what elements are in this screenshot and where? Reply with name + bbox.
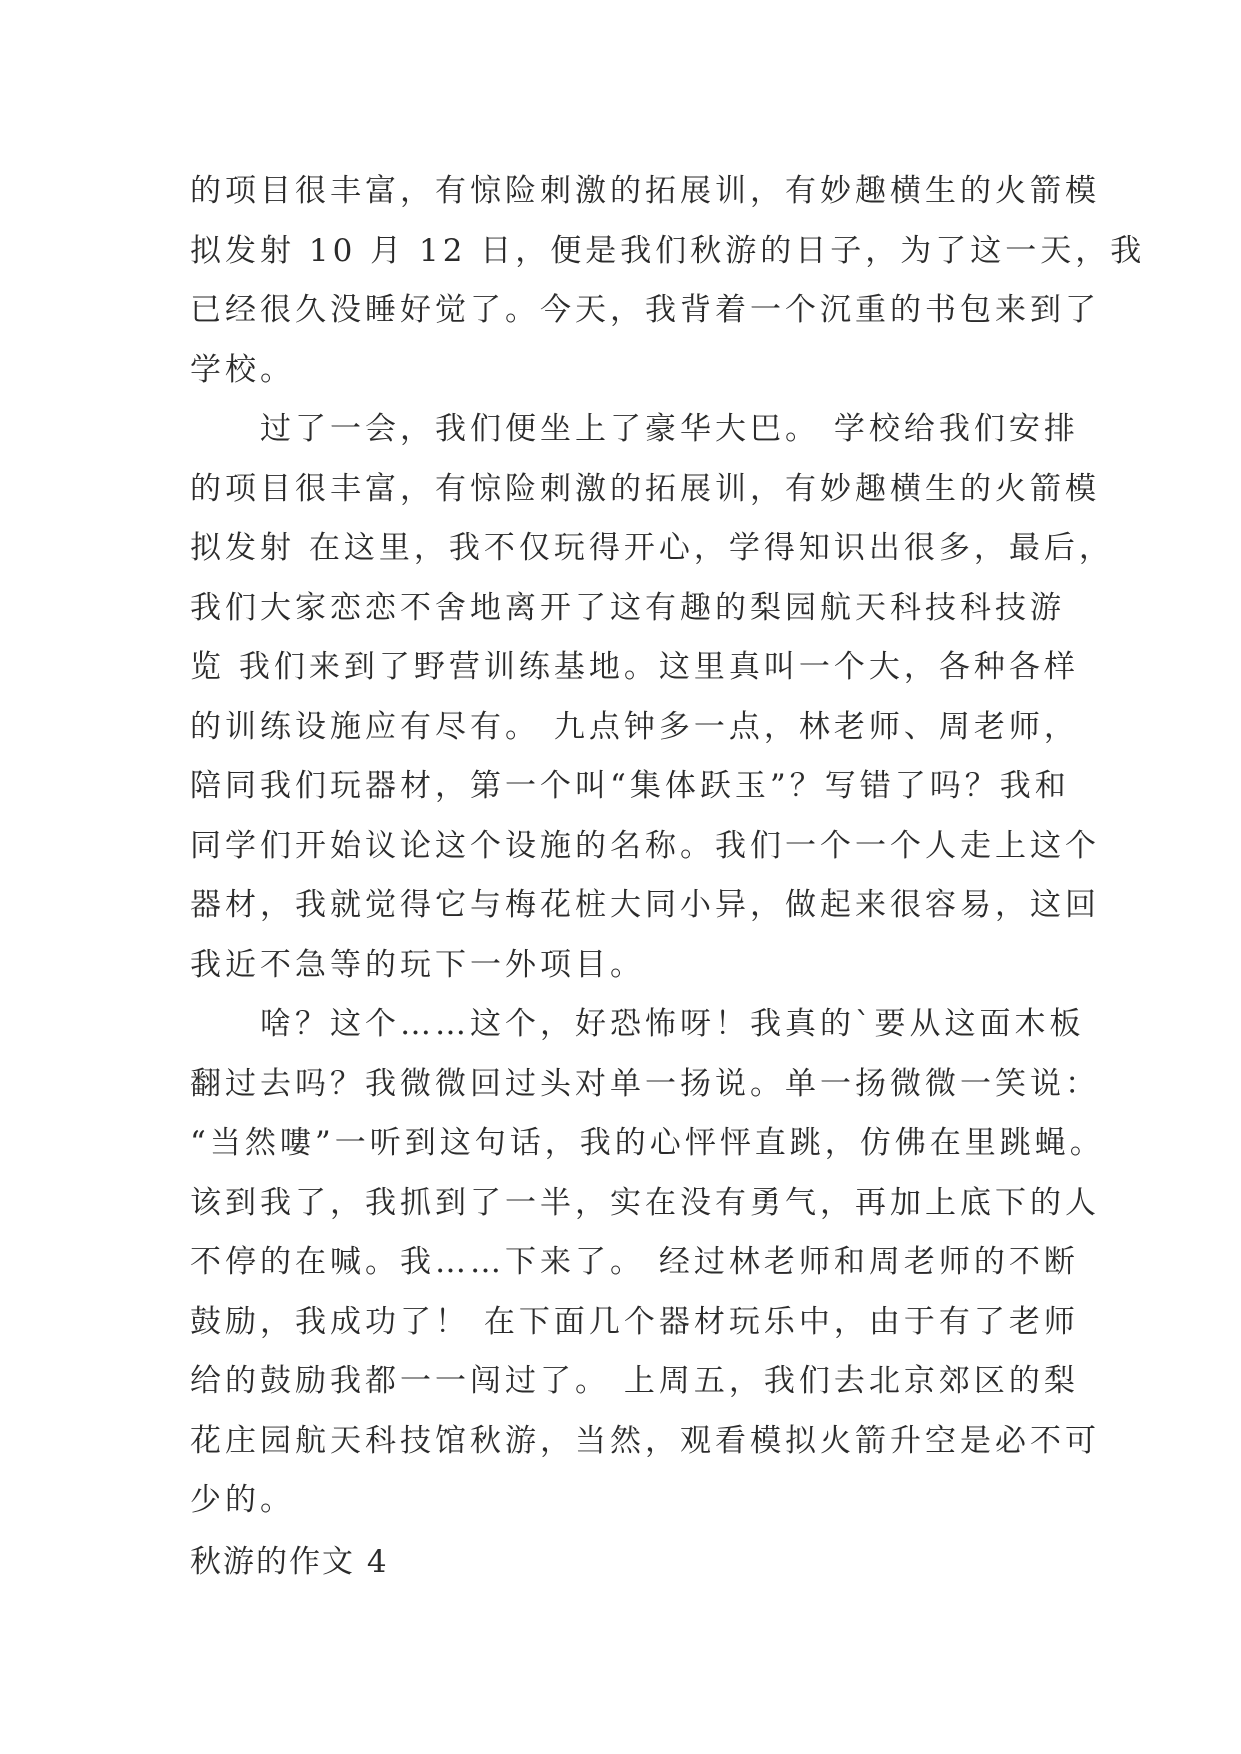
text-line: 翻过去吗？我微微回过头对单一扬说。单一扬微微一笑说： [190,1065,1100,1102]
text-line: “当然嘍”一听到这句话，我的心怦怦直跳，仿佛在里跳蝇。 [190,1125,1105,1161]
document-body [190,162,1146,1592]
text-line: 同学们开始议论这个设施的名称。我们一个一个人走上这个 [190,827,1100,864]
text-line: 我近不急等的玩下一外项目。 [190,946,645,983]
text-line: 我们大家恋恋不舍地离开了这有趣的梨园航天科技科技游 [190,589,1065,626]
text-line: 的项目很丰富，有惊险刺激的拓展训，有妙趣横生的火箭模 [190,173,1100,209]
text-line: 该到我了，我抓到了一半，实在没有勇气，再加上底下的人 [190,1184,1100,1221]
text-line: 鼓励，我成功了！ 在下面几个器材玩乐中，由于有了老师 [190,1303,1079,1340]
text-line: 已经很久没睡好觉了。今天，我背着一个沉重的书包来到了 [190,292,1100,328]
text-line: 的项目很丰富，有惊险刺激的拓展训，有妙趣横生的火箭模 [190,470,1100,507]
text-line: 少的。 [190,1482,295,1518]
paragraph-1 [190,162,1146,400]
text-line: 拟发射 10 月 12 日，便是我们秋游的日子，为了这一天，我 [190,232,1146,269]
text-line: 花庄园航天科技馆秋游，当然，观看模拟火箭升空是必不可 [190,1422,1100,1459]
section-heading: 秋游的作文 4 [190,1543,389,1580]
text-line: 啥？这个……这个，好恐怖呀！我真的`要从这面木板 [260,1006,1085,1042]
text-line: 的训练设施应有尽有。 九点钟多一点，林老师、周老师， [190,708,1079,745]
text-line: 拟发射 在这里，我不仅玩得开心，学得知识出很多，最后， [190,530,1114,566]
text-line: 不停的在喊。我……下来了。 经过林老师和周老师的不断 [190,1244,1079,1280]
text-line: 陪同我们玩器材，第一个叫“集体跃玉”？写错了吗？我和 [190,768,1070,804]
text-line: 学校。 [190,351,295,388]
text-line: 览 我们来到了野营训练基地。这里真叫一个大，各种各样 [190,649,1079,685]
text-line: 过了一会，我们便坐上了豪华大巴。 学校给我们安排 [260,411,1079,447]
paragraph-3 [190,995,1105,1531]
text-line: 器材，我就觉得它与梅花桩大同小异，做起来很容易，这回 [190,887,1100,923]
text-line: 给的鼓励我都一一闯过了。 上周五，我们去北京郊区的梨 [190,1363,1079,1399]
paragraph-2 [190,400,1114,995]
